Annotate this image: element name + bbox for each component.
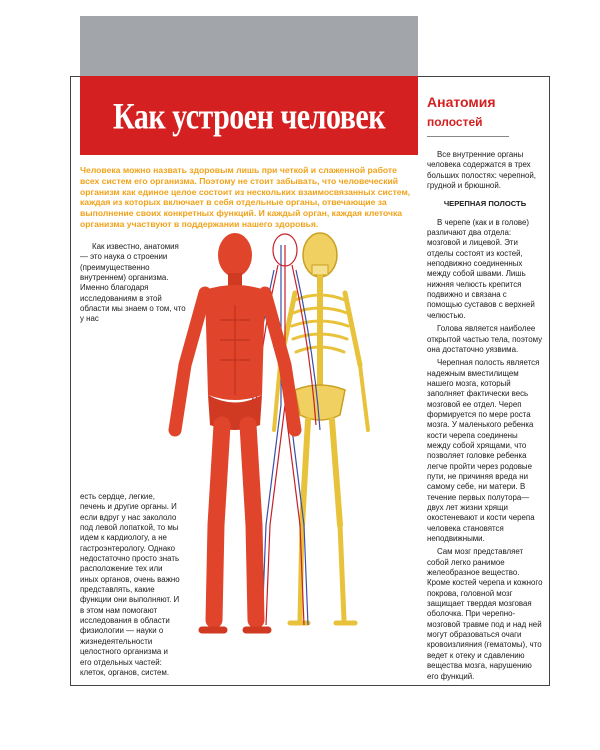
muscle-figure: [175, 233, 295, 630]
sidebar-heading: [427, 93, 542, 132]
sidebar-subheading: ЧЕРЕПНАЯ ПОЛОСТЬ: [443, 199, 527, 209]
intro-paragraph: Человека можно назвать здоровым лишь при четкой и слаженной работе всех систем его организма. Поэтому не стоит забывать, что человеческий организм как единое целое состоит из нескольких взаимосвязанных систем, каждая из которых включает в себя отдельные органы, отвечающие за выполнение своих конкретных функций. И каждый орган, каждая клеточка организма участвуют в поддержании нашего здоровья.: [80, 165, 411, 229]
sidebar-paragraph-5: Сам мозг представляет собой легко ранимое желеобразное вещество. Кроме костей черепа и кожного покрова, головной мозг защищает твердая мозговая оболочка. При черепно-мозговой травме под и над ней могут образоваться очаги кровоизлияния (гематомы), что ведет к отеку и сдавлению вещества мозга, нарушению его функций.: [427, 547, 543, 681]
sidebar-paragraph-2: В черепе (как и в голове) различают два отдела: мозговой и лицевой. Эти отделы состоят из костей, неподвижно соединенных между собой швами. Лишь нижняя челюсть крепится подвижно и связана с помощью суставов с верхней челюстью.: [427, 217, 535, 320]
sidebar-column: [427, 150, 543, 685]
sidebar-heading-line1: Анатомия: [427, 94, 496, 110]
anatomy-illustration: [150, 225, 410, 665]
sidebar-paragraph-3: Голова является наиболее открытой частью тела, поэтому она достаточно уязвима.: [427, 324, 543, 354]
sidebar-heading-line2: полостей: [427, 115, 483, 129]
left-column-bottom-text: есть сердце, легкие, печень и другие органы. И если вдруг у нас закололо под левой лопаткой, то мы идем к кардиологу, а не гастроэнтерологу. Однако недостаточно просто знать расположение тех или иных органов, очень важно представлять, какие функции они выполняют. И в этом нам помогают исследования в области физиологии — науки о жизнедеятельности целостного организма и его отдельных частей: клеток, органов, систем.: [80, 492, 180, 677]
header-grey-band: [80, 16, 418, 76]
page-title: Как устроен человек: [112, 96, 386, 138]
sidebar-paragraph-1: Все внутренние органы человека содержатся в трех больших полостях: черепной, грудной и брюшной.: [427, 150, 536, 191]
sidebar-paragraph-4: Черепная полость является надежным вместилищем нашего мозга, который заполняет фактически весь мозговой ее отдел. Череп формируется по мере роста мозга. У маленького ребенка кости черепа соединены между собой хрящами, что позволяет головке ребенка легче пройти через родовые пути, не причиняя вреда ни самому себе, ни матери. В течение первых полутора—двух лет жизни хрящи окостеневают и кости черепа человека становятся неподвижными.: [427, 358, 540, 544]
left-column-top-text: Как известно, анатомия — это наука о строении (преимущественно внутреннем) организма. Именно благодаря исследованиям в этой области мы знаем о том, что у нас: [80, 242, 186, 324]
sidebar-divider: [427, 136, 509, 137]
